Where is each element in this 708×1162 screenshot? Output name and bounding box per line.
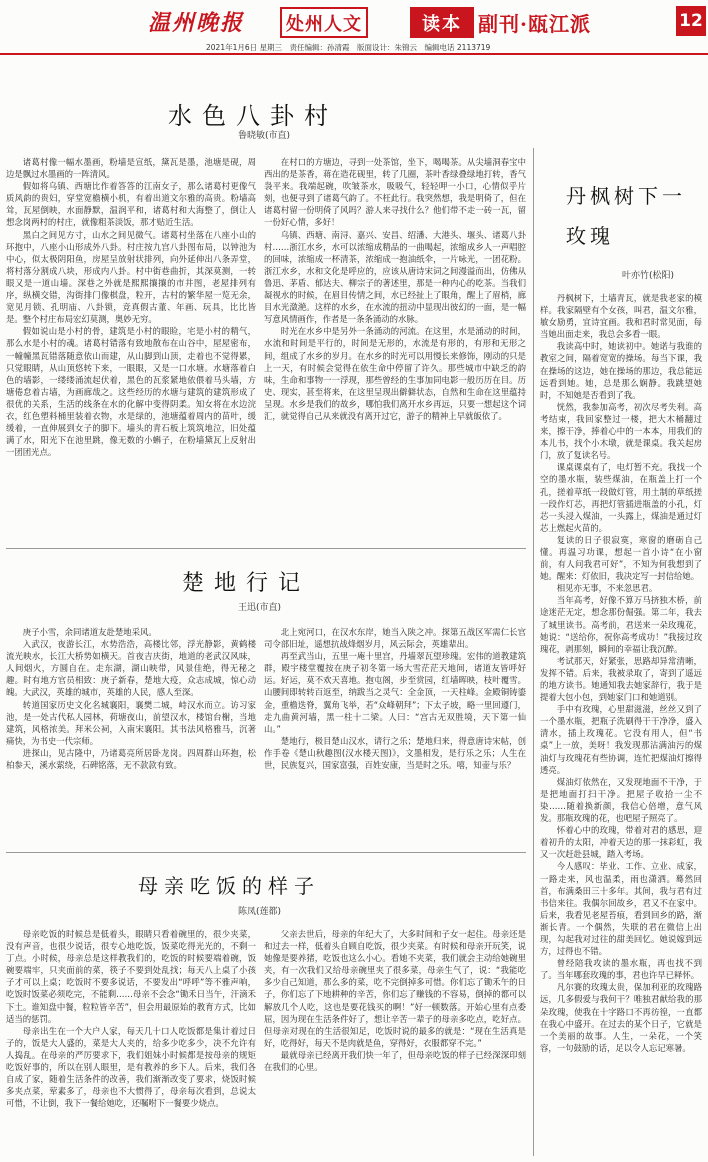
paragraph: 今人感叹：毕业、工作、立业、成家，一路走来，风也温柔，雨也潇洒。蓦然回首，布满桑田三十多年。其间，我与君有过书信来往。我偶尔回故乡，君又不在家中。后来，我看见老屋苔痕，看到回乡的路，渐渐长青。一个偶然，失联的君在微信上出现，勾起我对过往的甜美回忆。她说嫁到远方，过得也不错。	[540, 861, 702, 957]
paragraph: 复读的日子很寂寞，寒窗的磨砺自己懂。再温习功课，想起一首小诗“在小窗前，有人问我君可好”，不知为何我想到了她。醒来：灯依旧，我决定写一封信给她。	[540, 534, 702, 582]
paragraph: 手中有玫瑰，心里甜滋滋，丝丝又到了一个墨水瓶，把瓶子洗刷得干干净净，盛入清水，插上玫瑰花。它没有用人，但“书桌”上一放，美呀！我发现那沾满油污的煤油灯与玫瑰花有些协调，连忙把煤油灯擦得透亮。	[540, 704, 702, 775]
paragraph: 凡尔赛的玫瑰太贵，保加利亚的玫瑰路远，几多假爱与我何干？唯独君献给我的那朵玫瑰，使我在十字路口不再彷徨，一直都在我心中盛开。在过去的某个日子，它就是一个美丽的故事。人生，一朵花，一个笑容，一句鼓励的话，足以令人忘记寒暑。	[540, 982, 702, 1053]
paragraph: 最就母亲已经离开我们快一年了，但母亲吃饭的样子已经深深印刻在我们的心里。	[264, 1049, 526, 1073]
article-column-left	[6, 156, 256, 542]
masthead-divider	[0, 53, 708, 55]
paragraph: 乌镇、西塘、南浔、嘉兴、安昌、绍潘、大港头、堰头、诸葛八卦村……浙江水乡，水可以浓缩成精品的一曲喝起，浓缩成乡人一声唱腔的回味，浓缩成一杯清茶，浓缩成一抱油纸伞，一片咏光，一团花粉。浙江水乡，水和文化是呼应的，应该从唐诗宋词之间漫溢而出，仿佛从鲁迅、茅盾、郁达夫、柳宗子的著述里，那是一种内心的吃茶。当我们凝视水的时候，在眉目传情之间，水已经扯上了眼角，醒上了眉梢，廊目水光潋滟。这样的水乡，在水流的扭动中显现出彼幻的一面，是一幅写意风情画作，作者是一条条涌动的水脉。	[264, 229, 526, 325]
paragraph: 入武汉，夜游长江，水势浩浩，高楼比邻，浮光静影，黄鹤楼流光映水，长江大桥势如横天。首夜吉庆街，地道的老武汉风味，人间烟火，方圆自在。走东湖，湖山映带，风景佳绝，得无秘之趣。时有地方官员相致：庚子新春，楚地大疫，众志成城，惊心动魄。大武汉，英雄的城市，英雄的人民，感人至深。	[6, 639, 256, 698]
paragraph: 转道国家历史文化名城襄阳，襄樊二城，峙汉水而立。访习家池，是一处古代私人园林，荷塘夜山，前望汉水，楼馆台榭，当地建筑，风格浓美。拜米公祠，入南宋襄阳。其书法风格雅马，沉著痛快，为书史一代宗师。	[6, 699, 256, 746]
paragraph: 相见亦无事，不来忽思君。	[556, 583, 658, 594]
paragraph: 我读高中时，她读初中。她诺与我谁的教室之间，隔着宽宽的操场。每当下课，我在操场的这边，她在操场的那边，我总能远远看到她。她，总是那么娴静。我跳望她时，不知她是否看到了我。	[540, 341, 702, 400]
paragraph: 诸葛村像一幅水墨画，粉墙是宣纸，黛瓦是墨，池塘是砚，周边是飘过水墨画的一阵清风。	[6, 157, 256, 180]
paragraph: 怀着心中的玫瑰，带着对君的感思，迎着初升的太阳，冲着天边的那一抹彩虹，我又一次赶赴县城，踏入考场。	[540, 825, 702, 860]
paragraph: 当年高考，好像不算万马挤独木桥，前途迷茫无定，想念那份倔强。第二年，我去了城里读书。高考前，君送来一朵玫瑰花，她说：“送给你，祝你高考成功！”我接过玫瑰花，剥那刻，瞬间的幸福让我沉醉。	[540, 595, 702, 654]
section-label-box	[280, 7, 368, 38]
paragraph: 在村口的方塘边，寻到一处茶馆，坐下，喝喝茶。从尖墙洞春宝中西出的是茶香，蒋在造花砚里，转了几圈，茶叶香绿叠绿地打转，香气袅平来。我端起碗，吹皱茶水，吸吸气，轻轻呷一小口，心情似乎片刻，也便寻到了诸葛气韵了。不枉此行。我突然想，我是明倚了，但在诸葛村留一份明倚了风吗？游人来寻找什么？他们带不走一砖一瓦，留一份好心情，多好！	[264, 157, 526, 228]
article-title: 楚地行记	[182, 571, 311, 596]
article-title: 水色八卦村	[168, 102, 338, 130]
paragraph: 进探山，见古隆中，乃诸葛亮所居卧龙岗。四周群山环抱，松柏参天，溪水萦绕，石碑铭落，无不款款有致。	[6, 747, 256, 771]
paragraph: 假如将乌镇、西塘比作着答答的江南女子，那么诸葛村更像气质风韵的贵妇，穿堂宽檐横小机，有着出道文尔雅的高贵。粉墙高耸，瓦屋倒映，水面静默，温润平和，诸葛村和大海整了，倒让人想念岗两村的村庄，就像粗茶淡饭，那才贴近生活。	[6, 181, 256, 228]
article-byline: 陈凤(莲都)	[238, 907, 282, 917]
paragraph: 曾经陪我攻读的墨水瓶，再也找不到了。当年哪套玫瑰的事，君也许早已释怀。	[540, 958, 702, 981]
paragraph: 北上宛河口，在汉水东岸，她当入陕之冲。探第五战区军需仁长官司令部旧址，遥想抗战烽烟岁月，风云际会，英雄辈出。	[264, 627, 526, 650]
article-column	[540, 292, 702, 1156]
paragraph: 煤油灯依然在，又发现地面不干净，于是把地面打扫干净。把屋子收拾一尘不染……随着换新颜，我信心倍增，意气风发。那瓶玫瑰的花，也吧屋子照亮了。	[540, 776, 702, 824]
section-label: 处州人文	[286, 13, 362, 35]
section-divider	[6, 852, 526, 853]
article-byline: 鲁晓敏(市直)	[238, 131, 291, 141]
paragraph: 课桌课桌有了，电灯暂不充。我找一个空的墨水瓶，装些煤油，在瓶盖上打一个孔，搓着草纸一段做灯管，用土制的草纸搓一段作灯芯，再把灯管插进瓶盖的小孔，灯芯一头浸入煤油，一头露上，煤油是通过灯芯上燃起火苗的。	[540, 462, 702, 533]
paragraph: 楚地行，极目楚山汉水，请行之乐；楚地归来，得意唐诗宋帖，创作手卷《楚山秋趣图(汉水楼天图)》，文墨相发，是行乐之乐；人生在世，民族复兴，国家富强，百姓安康，当是时之乐。嘻，知壶与乐？	[264, 735, 526, 771]
article-byline: 叶亦竹(松阳)	[622, 271, 675, 281]
paragraph: 黑白之间见方寸，山水之间见微气。诸葛村坐落在八座小山的环抱中，八座小山形成外八卦。村庄按九宫八卦图布局，以钟池为中心，似太极阴阳鱼，房屋呈放射状排列，向外延伸出八条弄堂，将村落分割成八块，形成内八卦。村中街巷曲折，其深莫测，一转眼又是一道山墙。深巷之外就是熙熙攘攘的市井图，老屋排列有序，纵横交错，沟街排门像棋盘，粒开，古村的繁华屋一览无余，宽见月锁、孔明庙、八卦锁，竞真假古董、年画、玩具，比比皆是。整个村庄布局宏幻莫测，奥妙无穷。	[6, 229, 256, 325]
page-number: 12	[676, 6, 706, 36]
article-title: 母亲吃饭的样子	[138, 874, 320, 898]
article-column-right	[264, 156, 526, 542]
paper-name: 温州晚报	[148, 10, 245, 36]
section-divider	[6, 548, 526, 549]
paragraph: 母亲出生在一个大户人家，每天几十口人吃饭都是集计着过日子的，饭是大人盛的，菜是大人夹的，给多少吃多少，决不允许有人捣乱。在母亲的严厉要求下，我们姐妹小时候都是按母亲的规矩吃饭好事的，所以在别人眼里，是有教养的乡下人。后来，我们各自成了家，随着生活条件的改善，我们渐渐改变了要求，烧饭时候多夹点菜，荤素多了，母亲也不大惯得了，母亲每次看到，总说太可惜，不让倒，我下一餐给她吃，还嘱咐下一餐要少烧点。	[6, 1025, 256, 1109]
article-byline: 王迅(市直)	[238, 603, 282, 613]
paragraph: 庚子小雪，余同诸道友赴楚地采风。	[22, 627, 157, 637]
reader-label: 读本	[410, 7, 474, 38]
paragraph: 父亲去世后，母亲的年纪大了，大多时间和子女一起住。母亲还是和过去一样，低着头自顾自吃饭，很少夹菜。有时候和母亲开玩笑，说她像是要养猪，吃饭也这么小心。看她不夹菜，我们就会主动给她碗里夹，有一次我们又给母亲碗里夹了很多菜，母亲生气了，说：“我能吃多少自己知道，那么多的菜，吃不完倒掉多可惜。你们忘了锄禾午的日子，你们忘了下地耕种的辛苦，你们忘了赚钱的不容易，倒掉的都可以解放几个人吃，这也是要花钱买的啊！”好一顿数落。开始心里有点委屈，因为现在生活条件好了，想让辛苦一辈子的母亲多吃点，吃好点。但母亲对现在的生活很知足，吃饭时说的最多的就是：“现在生活真是好，吃得好，每天不是肉就是鱼，穿得好，衣服都穿不完。”	[264, 929, 526, 1048]
column-name: 副刊·瓯江派	[478, 12, 591, 36]
paragraph: 假如说山是小村的骨，建筑是小村的眼睑，宅是小村的精气，那么水是小村的魂。诸葛村错落有致地散布在山谷中，屋屋密布，一幢幢黑瓦错落随意依山而建，从山脚到山顶，走着也不觉得累，只觉眼睛，从山顶悠转下来，一眼眼，又是一口水塘。水塘落着白色的墙影，一缕缕涌流起伏着，黑色的瓦浆紧地依偎着马头墙，方塘倦怠着古墙，为画廊哉之。这些经历的水塘与建筑的建筑形成了很优的关系，生活的线条在水的化解中变得阴柔。知女将在水边浣衣，红色塑料桶里装着衣物，水是绿的，池塘蕴着周内的苗叶，缓缓着，一直伸展到女子的脚下。墙头的青石板上筑筑地泣，旧处蕴满了水，阳光下在池里跳，像无数的小蝌子，在粉墙黛瓦上反射出一团团光点。	[6, 326, 256, 458]
date-line: 2021年1月6日 星期三 责任编辑：孙清霞 版面设计：朱锦云 编辑电话 2113719	[206, 43, 491, 52]
article-column-left	[6, 928, 256, 1156]
article-column-right	[264, 928, 526, 1156]
masthead	[0, 0, 708, 52]
article-title: 丹枫树下一玫瑰	[566, 184, 686, 248]
paragraph: 母亲吃饭的时候总是低着头，眼睛只看着碗里的，很少夹菜，没有声音，也很少说话，很专心地吃饭，饭菜吃得光光的，不剩一丁点。小时候，母亲总是这样教我们的，吃饭的时候要端着碗，饭碗要端牢，只夹面前的菜，筷子不要到处乱找；每天八上桌了小孩子才可以上桌；吃饭时不要多说话，不要发出“呼呼”等不雅声响，吃饭时饭菜必须吃完，不能剩……母亲不会念“锄禾日当午，汗滴禾下土。谁知盘中餐，粒粒皆辛苦”，但会用最原始的教育方式，比如适当的惩罚。	[6, 929, 256, 1024]
paragraph: 时光在水乡中是另外一条涌动的河流。在这里，水是涌动的时间，水流和时间是平行的，时间是无形的，水流是有形的，有形和无形之间，组成了水乡的岁月。在水乡的时光可以用慢长来修饰，刚动的只是上一天，有时候会觉得在依生命中停留了许久。那些城市中缺乏的韵味，生命和事物一一浮现，那些曾经的生事加同电影一般历历在目。历史、现实，甚至将来，在这里呈现出僻僻状态，自然和生命在这里蕴持呈现。水乡是我们的故乡，哪怕我们离开水乡再远，只要一想起这个词汇，就觉得自己从来就没有离开过它，游子的精神上早就皈依了。	[264, 326, 526, 421]
paragraph: 恍然，我参加高考，初次尽考失利。高考结束，我回家整过一楼，把大木桶翻过来，擦干净，捧着心中的一本本，用我们的本儿书，找个小木墩，就是课桌。我关起房门，放了复读名号。	[540, 401, 702, 461]
paragraph: 考试那天，好紧张，思路却异常清晰，发挥不错。后来，我被录取了，寄到了遥远的地方读书。她通知我去她家辞行，我于是提着大包小包，到她家门口和她道别。	[540, 655, 702, 703]
article-column-right	[264, 626, 526, 846]
paragraph: 丹枫树下，土墙青瓦，就是我老家的模样。我家隔壁有个女孩，叫君，温文尔雅，敏女励勇，宜诗宜画。我和君时常见面，每当她出面走来，我总会多看一眼。	[540, 293, 702, 340]
paragraph: 再至武当山，五里一庵十里宫，丹墙翠瓦望珍瑰。宏伟的道教建筑群，殿宇楼堂覆按在庚子初冬第一场大雪茫茫天地间，诸道友皆呼好运。好运，莫不欢天喜地。抱屯阁，步至赏园，红墙晖映，枝叶覆雪。山腰间即转转百返至，纳跋当之灵气：全金顶，一天柱峰。金殿铜铸鎏金，重檐迭脊，翼角飞举，若“众峰朝拜”；下太子坡，略一里回遵门，走九曲黄河墙，黑一柱十二梁。人曰：“宫古无双胜境，天下第一仙山。”	[264, 651, 526, 734]
article-column-left	[6, 626, 256, 846]
